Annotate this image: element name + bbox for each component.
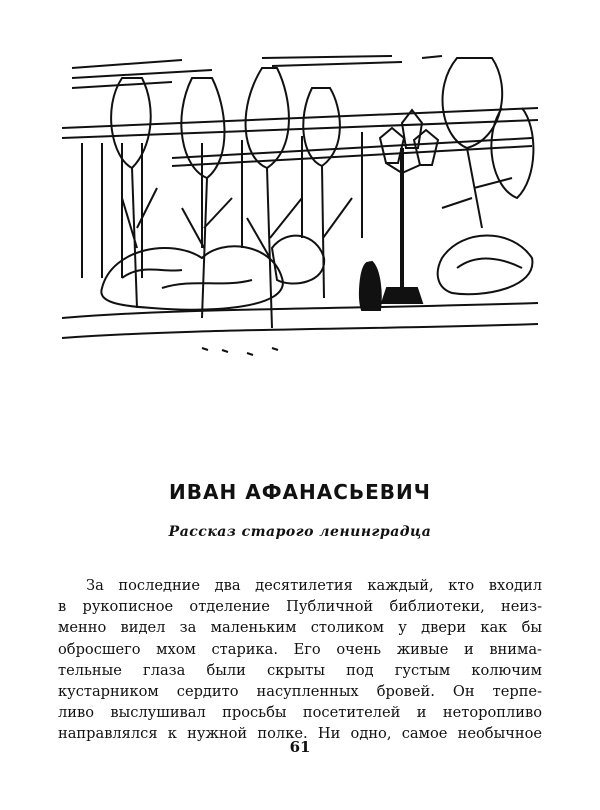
winter-scene-illustration: [62, 48, 538, 376]
text-line: ливо выслушивал просьбы посетителей и неторопливо: [58, 704, 542, 722]
page-number: 61: [289, 738, 311, 756]
chapter-subtitle: Рассказ старого ленинградца: [168, 524, 432, 540]
text-line: в рукописное отделение Публичной библиотеки, неиз-: [58, 598, 542, 616]
body-paragraph: [58, 575, 542, 745]
text-line: кустарником сердито насупленных бровей. Он терпе-: [58, 683, 542, 701]
text-line: За последние два десятилетия каждый, кто входил: [86, 577, 542, 594]
winter-street-lamp-engraving: [62, 48, 538, 376]
text-line: направлялся к нужной полке. Ни одно, самое необычное: [58, 725, 542, 743]
text-line: менно видел за маленьким столиком у двери как бы: [58, 619, 542, 637]
chapter-title: ИВАН АФАНАСЬЕВИЧ: [169, 480, 431, 504]
text-line: тельные глаза были скрыты под густым колючим: [58, 661, 542, 679]
text-line: обросшего мхом старика. Его очень живые и внима-: [58, 640, 542, 658]
